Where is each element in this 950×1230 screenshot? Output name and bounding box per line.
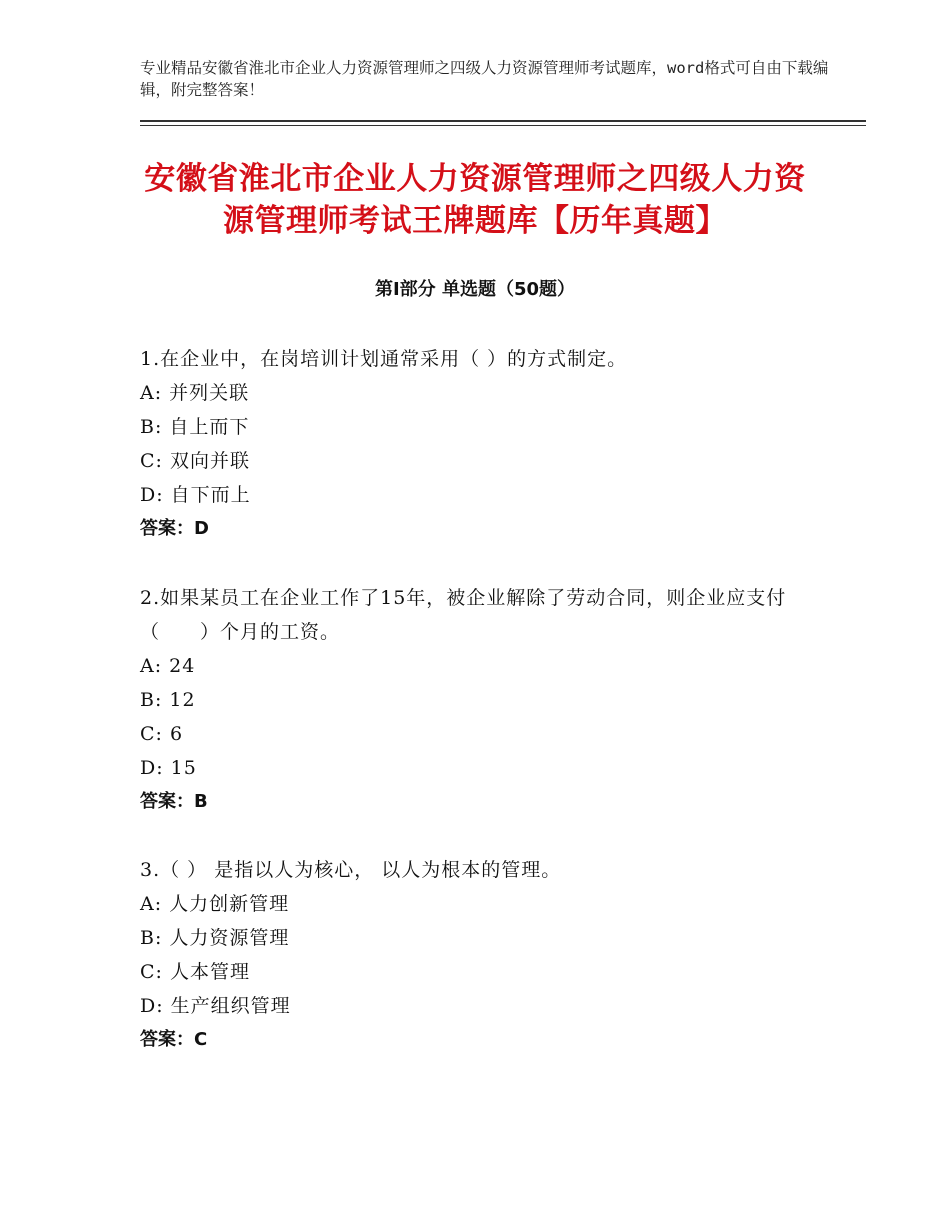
option-c: C: 6	[140, 723, 184, 745]
question-1	[140, 342, 820, 546]
option-c: C: 人本管理	[140, 961, 250, 983]
option-d: D: 15	[140, 757, 197, 779]
answer-label: 答案：C	[140, 1029, 208, 1050]
option-a: A: 24	[140, 655, 196, 677]
question-stem: 1.在企业中，在岗培训计划通常采用（ ）的方式制定。	[140, 348, 628, 370]
answer-label: 答案：B	[140, 791, 208, 812]
answer-label: 答案：D	[140, 518, 209, 539]
option-a: A: 人力创新管理	[140, 893, 290, 915]
question-3	[140, 853, 820, 1057]
option-b: B: 人力资源管理	[140, 927, 290, 949]
option-a: A: 并列关联	[140, 382, 250, 404]
question-2	[140, 581, 820, 819]
option-c: C: 双向并联	[140, 450, 250, 472]
header-divider-thick	[140, 120, 866, 122]
question-stem: 3.（ ） 是指以人为核心， 以人为根本的管理。	[140, 859, 562, 881]
header-divider-thin	[140, 125, 866, 126]
section-heading: 第Ⅰ部分 单选题（50题）	[374, 279, 575, 300]
question-stem: 2.如果某员工在企业工作了15年，被企业解除了劳动合同，则企业应支付（ ）个月的工资。	[140, 587, 787, 643]
option-b: B: 自上而下	[140, 416, 250, 438]
document-title: 安徽省淮北市企业人力资源管理师之四级人力资源管理师考试王牌题库【历年真题】	[144, 161, 806, 239]
option-d: D: 自下而上	[140, 484, 251, 506]
header-note: 专业精品安徽省淮北市企业人力资源管理师之四级人力资源管理师考试题库，word格式可自由下载编辑，附完整答案！	[140, 59, 829, 99]
option-b: B: 12	[140, 689, 196, 711]
option-d: D: 生产组织管理	[140, 995, 291, 1017]
